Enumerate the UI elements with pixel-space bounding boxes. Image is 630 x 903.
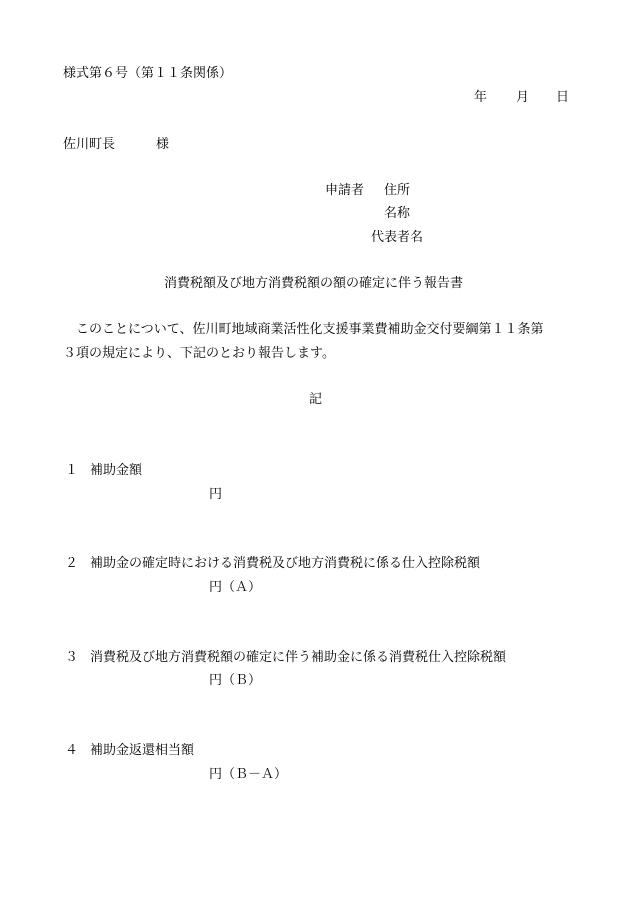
name-label: 名称: [384, 206, 411, 221]
date-year: 年: [474, 90, 488, 105]
ki-heading: 記: [309, 392, 323, 407]
date-line: [474, 91, 487, 104]
document-title: 消費税額及び地方消費税額の額の確定に伴う報告書: [164, 276, 464, 291]
item-2-label: 補助金の確定時における消費税及び地方消費税に係る仕入控除税額: [90, 556, 481, 571]
address-label: 住所: [384, 183, 411, 198]
item-3-number: ３: [65, 650, 79, 665]
recipient-honorific: 様: [156, 137, 170, 152]
body-line-1: このことについて、佐川町地域商業活性化支援事業費補助金交付要綱第１１条第: [76, 322, 544, 337]
date-month: 月: [516, 90, 530, 105]
item-3-label: 消費税及び地方消費税額の確定に伴う補助金に係る消費税仕入控除税額: [90, 650, 507, 665]
item-4-label: 補助金返還相当額: [90, 743, 195, 758]
applicant-label: 申請者: [325, 183, 365, 198]
form-number: 様式第６号（第１１条関係）: [63, 66, 233, 81]
item-1-number: １: [65, 463, 79, 478]
item-2-number: ２: [65, 556, 79, 571]
date-month-wrap: [516, 91, 529, 104]
body-line-2: ３項の規定により、下記のとおり報告します。: [63, 346, 335, 361]
representative-label: 代表者名: [371, 230, 424, 245]
date-day: 日: [556, 90, 570, 105]
item-1-unit: 円: [209, 487, 223, 502]
item-1-label: 補助金額: [90, 463, 143, 478]
date-day-wrap: [556, 91, 569, 104]
item-4-unit: 円（Ｂ－Ａ）: [209, 767, 288, 782]
recipient-name: 佐川町長: [63, 137, 116, 152]
item-2-unit: 円（Ａ）: [209, 580, 262, 595]
item-4-number: ４: [65, 743, 79, 758]
item-3-unit: 円（Ｂ）: [209, 673, 262, 688]
